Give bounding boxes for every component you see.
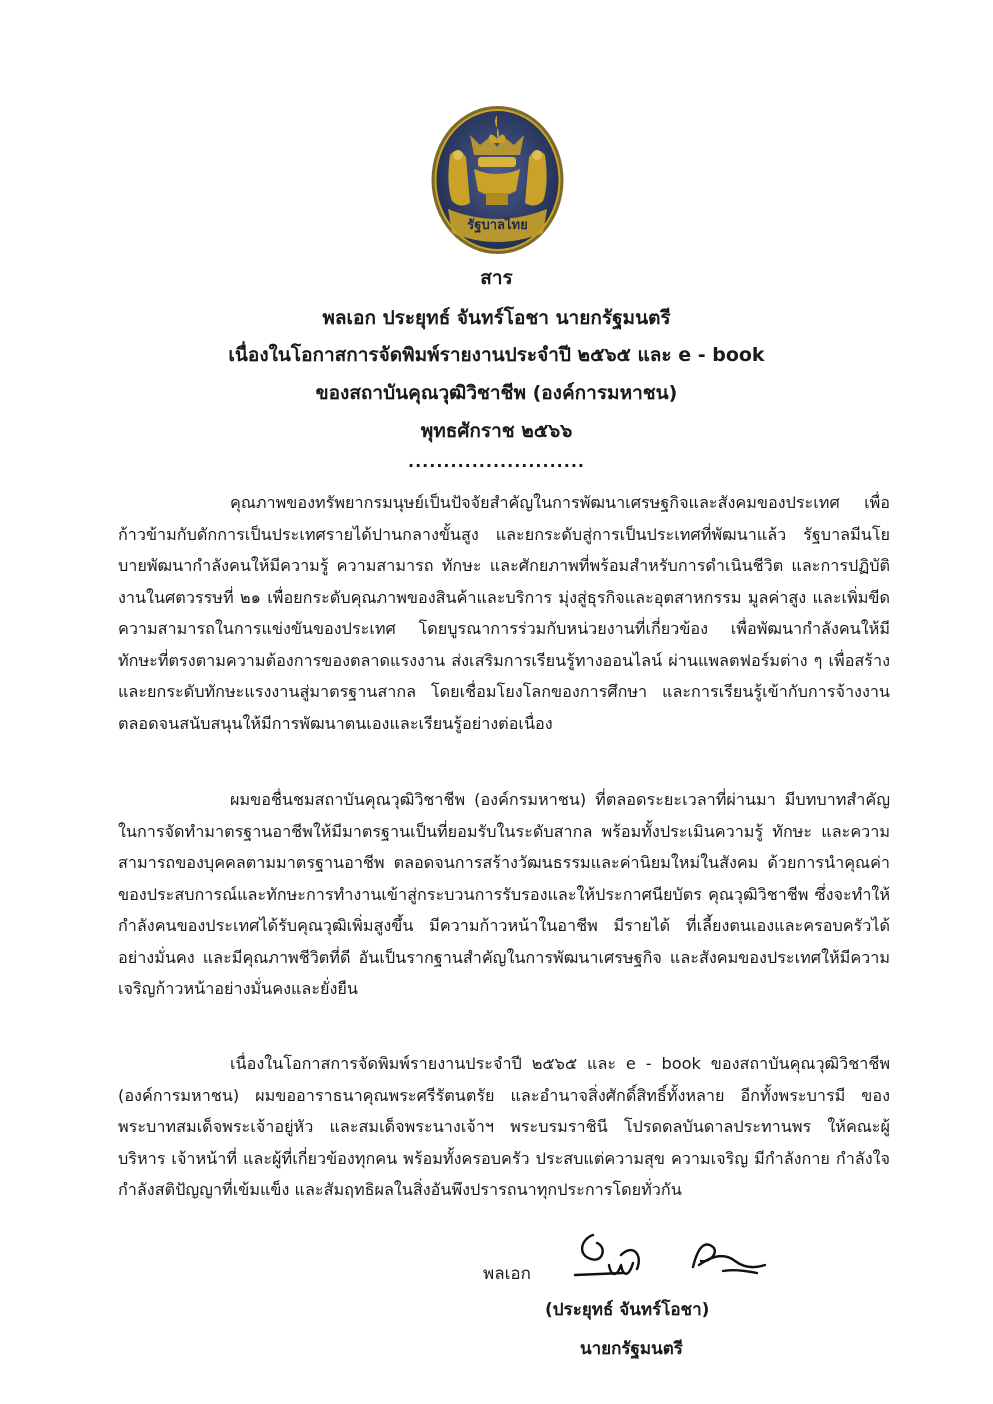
organization-name: ของสถาบันคุณวุฒิวิชาชีพ (องค์การมหาชน) <box>315 382 678 404</box>
paragraph-2-block <box>118 784 890 1005</box>
buddhist-year: พุทธศักราช ๒๕๖๖ <box>420 420 573 442</box>
sender-name: พลเอก ประยุทธ์ จันทร์โอชา นายกรัฐมนตรี <box>322 307 671 329</box>
signer-name: (ประยุทธ์ จันทร์โอชา) <box>545 1300 710 1320</box>
paragraph-3: เนื่องในโอกาสการจัดพิมพ์รายงานประจำปี ๒๕๖๕ และ e - book ของสถาบันคุณวุฒิวิชาชีพ (องค์การมหาชน) ผมขออาราธนาคุณพระศรีรัตนตรัย และอำนาจสิ่งศักดิ์สิทธิ์ทั้งหลาย อีกทั้งพระบารมี ของพระบาทสมเด็จพระเจ้าอยู่หัว และสมเด็จพระนางเจ้าฯ พระบรมราชินี โปรดดลบันดาลประทานพร ให้คณะผู้บริหาร เจ้าหน้าที่ และผู้ที่เกี่ยวข้องทุกคน พร้อมทั้งครอบครัว ประสบแต่ความสุข ความเจริญ มีกำลังกาย กำลังใจ กำลังสติปัญญาที่เข้มแข็ง และสัมฤทธิผลในสิ่งอันพึงปรารถนาทุกประการโดยทั่วกัน <box>118 1054 890 1199</box>
thai-government-seal-icon <box>430 105 565 255</box>
signer-title: นายกรัฐมนตรี <box>580 1339 683 1359</box>
paragraph-2: ผมขอชื่นชมสถาบันคุณวุฒิวิชาชีพ (องค์กรมหาชน) ที่ตลอดระยะเวลาที่ผ่านมา มีบทบาทสำคัญ ในการจัดทำมาตรฐานอาชีพให้มีมาตรฐานเป็นที่ยอมรับในระดับสากล พร้อมทั้งประเมินความรู้ ทักษะ และความสามารถของบุคคลตามมาตรฐานอาชีพ ตลอดจนการสร้างวัฒนธรรมและค่านิยมใหม่ในสังคม ด้วยการนำคุณค่าของประสบการณ์และทักษะการทำงานเข้าสู่กระบวนการรับรองและให้ประกาศนียบัตร คุณวุฒิวิชาชีพ ซึ่งจะทำให้กำลังคนของประเทศได้รับคุณวุฒิเพิ่มสูงขึ้น มีความก้าวหน้าในอาชีพ มีรายได้ ที่เลี้ยงตนเองและครอบครัวได้อย่างมั่นคง และมีคุณภาพชีวิตที่ดี อันเป็นรากฐานสำคัญในการพัฒนาเศรษฐกิจ และสังคมของประเทศให้มีความเจริญก้าวหน้าอย่างมั่นคงและยั่งยืน <box>118 790 890 998</box>
svg-text:รัฐบาลไทย: รัฐบาลไทย <box>467 218 528 233</box>
occasion-line: เนื่องในโอกาสการจัดพิมพ์รายงานประจำปี ๒๕๖๕ และ e - book <box>228 344 765 366</box>
paragraph-1-block <box>118 487 890 739</box>
paragraph-3-block <box>118 1048 890 1206</box>
handwritten-signature-icon <box>563 1225 773 1290</box>
paragraph-1: คุณภาพของทรัพยากรมนุษย์เป็นปัจจัยสำคัญในการพัฒนาเศรษฐกิจและสังคมของประเทศ เพื่อก้าวข้ามกับดักการเป็นประเทศรายได้ปานกลางขั้นสูง และยกระดับสู่การเป็นประเทศที่พัฒนาแล้ว รัฐบาลมีนโยบายพัฒนากำลังคนให้มีความรู้ ความสามารถ ทักษะ และศักยภาพที่พร้อมสำหรับการดำเนินชีวิต และการปฏิบัติงานในศตวรรษที่ ๒๑ เพื่อยกระดับคุณภาพของสินค้าและบริการ มุ่งสู่ธุรกิจและอุตสาหกรรม มูลค่าสูง และเพิ่มขีดความสามารถในการแข่งขันของประเทศ โดยบูรณาการร่วมกับหน่วยงานที่เกี่ยวข้อง เพื่อพัฒนากำลังคนให้มีทักษะที่ตรงตามความต้องการของตลาดแรงงาน ส่งเสริมการเรียนรู้ทางออนไลน์ ผ่านแพลตฟอร์มต่าง ๆ เพื่อสร้างและยกระดับทักษะแรงงานสู่มาตรฐานสากล โดยเชื่อมโยงโลกของการศึกษา และการเรียนรู้เข้ากับการจ้างงาน ตลอดจนสนับสนุนให้มีการพัฒนาตนเองและเรียนรู้อย่างต่อเนื่อง <box>118 493 890 733</box>
message-label: สาร <box>480 267 513 289</box>
dotted-divider: ......................... <box>408 452 585 471</box>
signature-rank: พลเอก <box>483 1264 531 1284</box>
